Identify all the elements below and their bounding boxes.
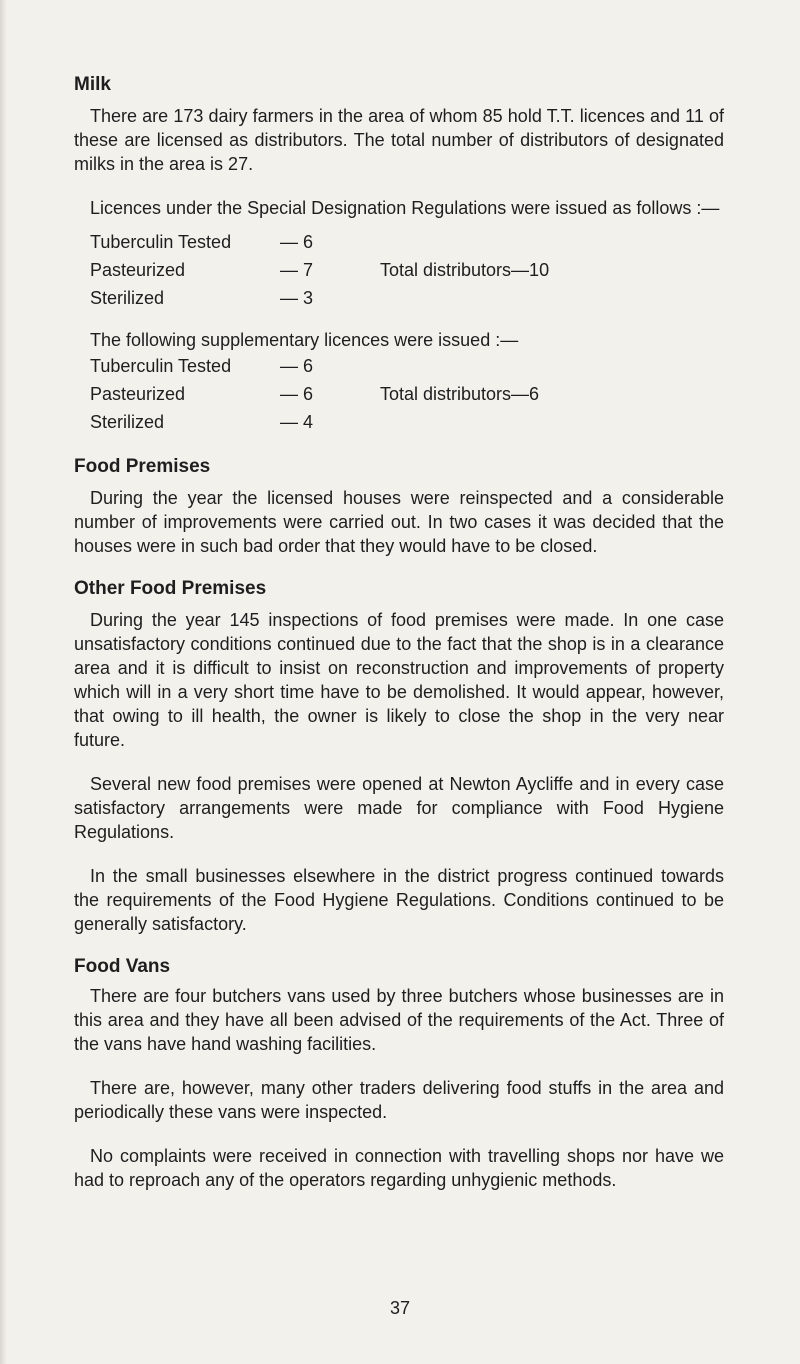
licence-count: — 6 [280, 231, 314, 252]
licence-name: Sterilized [90, 287, 165, 308]
licence-count: — 4 [280, 411, 314, 432]
licence-name: Tuberculin Tested [90, 355, 232, 376]
licence-row [74, 408, 724, 436]
licence-name: Tuberculin Tested [90, 231, 232, 252]
licence-count: — 7 [280, 259, 314, 280]
supplementary-licences-table [74, 352, 724, 436]
licence-name: Pasteurized [90, 383, 186, 404]
food-vans-heading: Food Vans [74, 956, 171, 977]
other-food-premises-paragraph-3: In the small businesses elsewhere in the district progress continued towards the requirements of the Food Hygiene Regulations. Conditions continued to be generally satisfactory. [74, 866, 724, 934]
special-licences-table [74, 228, 724, 312]
licence-count: — 3 [280, 287, 314, 308]
page-number: 37 [389, 1298, 411, 1318]
milk-section [74, 72, 724, 436]
licence-row [74, 256, 724, 284]
licence-count: — 6 [280, 355, 314, 376]
food-premises-paragraph: During the year the licensed houses were reinspected and a considerable number of improvements were carried out. In two cases it was decided that the houses were in such bad order that they would have to be closed. [74, 488, 724, 556]
milk-paragraph-2: Licences under the Special Designation Regulations were issued as follows :— [90, 198, 720, 218]
food-premises-section [74, 454, 724, 558]
milk-heading: Milk [74, 74, 111, 95]
page-content [74, 72, 724, 1192]
other-food-premises-paragraph-1: During the year 145 inspections of food premises were made. In one case unsatisfactory conditions continued due to the fact that the shop is in a clearance area and it is difficult to insist on reconstruction and improvements of property which will in a very short time have to be demolished. It would appear, however, that owing to ill health, the owner is likely to close the shop in the very near future. [74, 610, 724, 750]
food-vans-section [74, 954, 724, 1192]
milk-paragraph-1: There are 173 dairy farmers in the area of whom 85 hold T.T. licences and 11 of these are licensed as distributors. The total number of distributors of designated milks in the area is 27. [74, 106, 724, 174]
licence-row [74, 380, 724, 408]
supplementary-intro: The following supplementary licences were issued :— [90, 330, 519, 350]
food-vans-paragraph-2: There are, however, many other traders delivering food stuffs in the area and periodically these vans were inspected. [74, 1078, 724, 1122]
licence-name: Sterilized [90, 411, 165, 432]
other-food-premises-heading: Other Food Premises [74, 578, 267, 599]
licence-total: Total distributors—6 [380, 383, 540, 404]
food-vans-paragraph-3: No complaints were received in connection with travelling shops nor have we had to reproach any of the operators regarding unhygienic methods. [74, 1146, 724, 1190]
licence-row [74, 284, 724, 312]
food-premises-heading: Food Premises [74, 456, 211, 477]
licence-count: — 6 [280, 383, 314, 404]
food-vans-paragraph-1: There are four butchers vans used by three butchers whose businesses are in this area and they have all been advised of the requirements of the Act. Three of the vans have hand washing facilities. [74, 986, 724, 1054]
licence-name: Pasteurized [90, 259, 186, 280]
page-edge-shadow [0, 0, 7, 1364]
licence-row [74, 228, 724, 256]
other-food-premises-section [74, 576, 724, 936]
other-food-premises-paragraph-2: Several new food premises were opened at Newton Aycliffe and in every case satisfactory arrangements were made for compliance with Food Hygiene Regulations. [74, 774, 724, 842]
licence-row [74, 352, 724, 380]
licence-total: Total distributors—10 [380, 259, 550, 280]
